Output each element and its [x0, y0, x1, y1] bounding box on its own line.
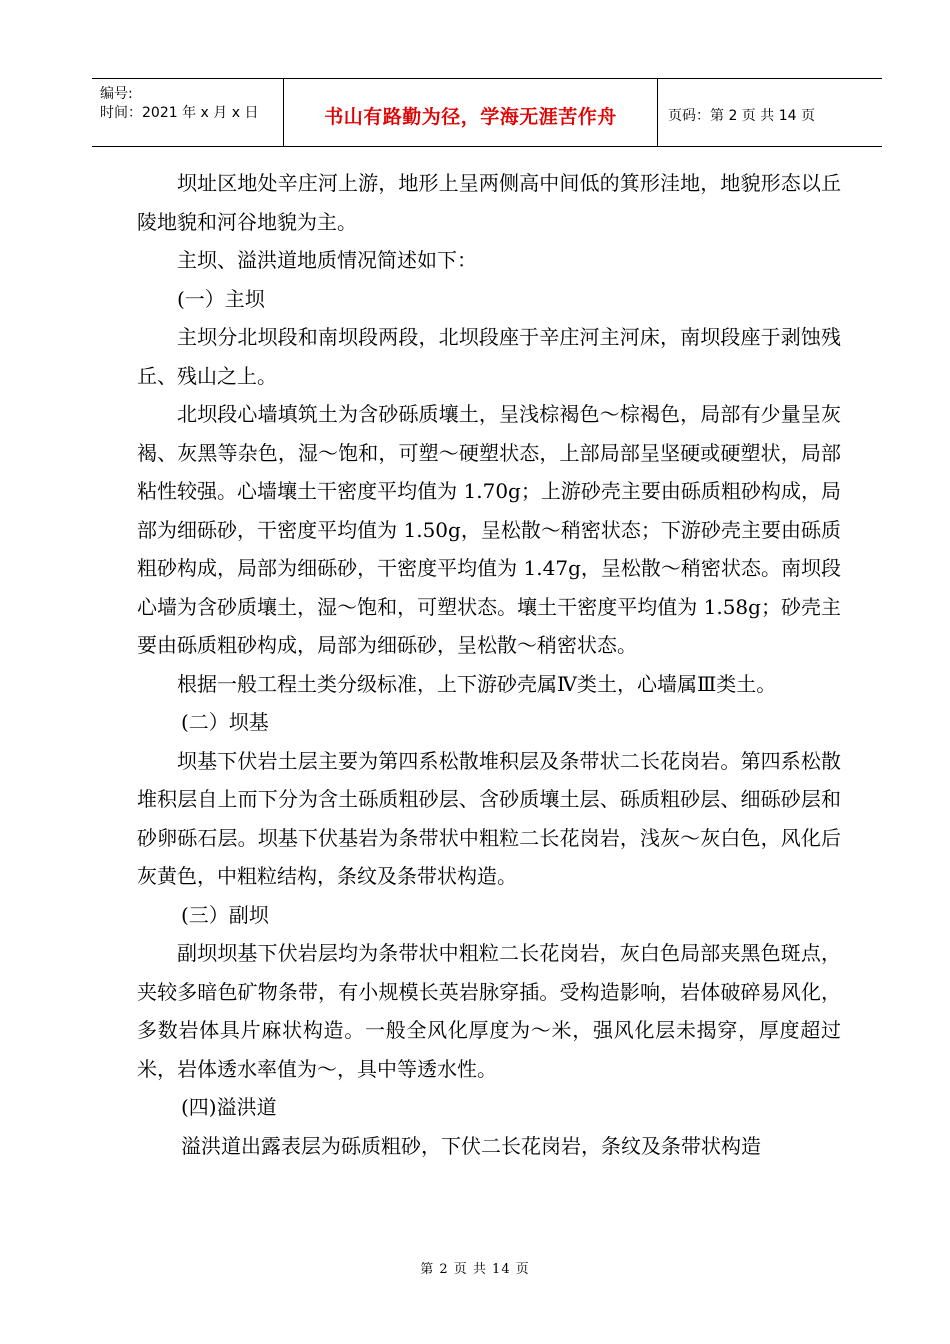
paragraph: 主坝分北坝段和南坝段两段，北坝段座于辛庄河主河床，南坝段座于剥蚀残丘、残山之上。	[137, 325, 841, 388]
paragraph: 坝基下伏岩土层主要为第四系松散堆积层及条带状二长花岗岩。第四系松散堆积层自上而下分为含土砾质粗砂层、含砂质壤土层、砾质粗砂层、细砾砂层和砂卵砾石层。坝基下伏基岩为条带状中粗粒二长花岗岩，浅灰～灰白色，风化后灰黄色，中粗粒结构，条纹及条带状构造。	[137, 748, 841, 888]
paragraph: 溢洪道出露表层为砾质粗砂，下伏二长花岗岩，条纹及条带状构造	[181, 1133, 761, 1158]
header-page-info: 页码：第 2 页 共 14 页	[668, 107, 815, 124]
section-heading: (三）副坝	[181, 902, 269, 927]
paragraph: 主坝、溢洪道地质情况简述如下：	[177, 248, 477, 272]
header-meta	[92, 79, 284, 146]
document-number-label: 编号:	[100, 86, 133, 102]
document-body	[137, 164, 841, 1165]
section-heading: (一）主坝	[177, 286, 265, 311]
page-header	[92, 78, 882, 147]
paragraph: 坝址区地处辛庄河上游，地形上呈两侧高中间低的箕形洼地，地貌形态以丘陵地貌和河谷地貌为主。	[137, 171, 841, 234]
document-time-label: 时间：2021 年 x 月 x 日	[100, 105, 259, 121]
header-motto: 书山有路勤为径，学海无涯苦作舟	[284, 79, 658, 146]
paragraph: 副坝坝基下伏岩层均为条带状中粗粒二长花岗岩，灰白色局部夹黑色斑点，夹较多暗色矿物条带，有小规模长英岩脉穿插。受构造影响，岩体破碎易风化，多数岩体具片麻状构造。一般全风化厚度为～米，强风化层未揭穿，厚度超过米，岩体透水率值为～，具中等透水性。	[137, 941, 841, 1081]
paragraph: 北坝段心墙填筑土为含砂砾质壤土，呈浅棕褐色～棕褐色，局部有少量呈灰褐、灰黑等杂色，湿～饱和，可塑～硬塑状态，上部局部呈坚硬或硬塑状，局部粘性较强。心墙壤土干密度平均值为 1.70g；上游砂壳主要由砾质粗砂构成，局部为细砾砂，干密度平均值为 1.50g，呈松散～稍密状态；下游砂壳主要由砾质粗砂构成，局部为细砾砂，干密度平均值为 1.47g，呈松散～稍密状态。南坝段心墙为含砂质壤土，湿～饱和，可塑状态。壤土干密度平均值为 1.58g；砂壳主要由砾质粗砂构成，局部为细砾砂，呈松散～稍密状态。	[137, 402, 841, 657]
section-heading: (二）坝基	[181, 710, 269, 734]
section-heading: (四)溢洪道	[181, 1095, 277, 1119]
paragraph: 根据一般工程土类分级标准，上下游砂壳属Ⅳ类土，心墙属Ⅲ类土。	[177, 671, 777, 696]
page-footer: 第 2 页 共 14 页	[420, 1262, 530, 1277]
